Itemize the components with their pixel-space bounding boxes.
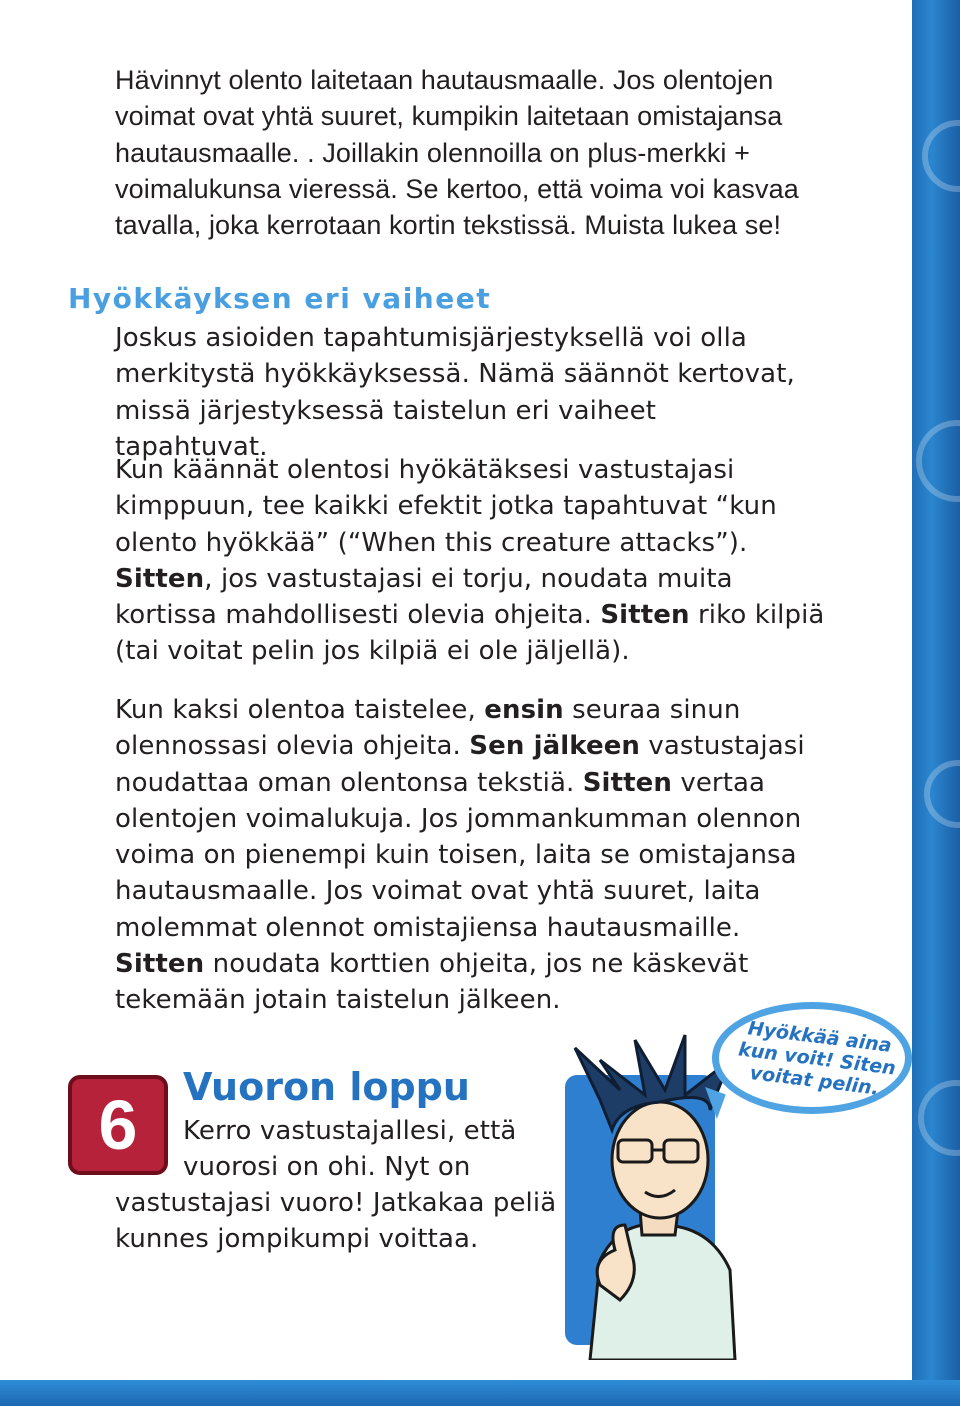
bold-keyword: Sitten	[582, 767, 672, 798]
speech-bubble-text: Hyökkää aina kun voit! Siten voitat pelin.	[737, 1017, 897, 1100]
step-text-line: kunnes jompikumpi voittaa.	[115, 1224, 479, 1254]
text-run: seuraa sinun olennossasi olevia ohjeita.	[115, 695, 741, 762]
frame-swirl	[922, 120, 960, 192]
step-text-line: vastustajasi vuoro! Jatkakaa peliä	[115, 1188, 557, 1218]
text-run: riko kilpiä (tai voitat pelin jos kilpiä ei ole jäljellä).	[115, 600, 825, 667]
bold-keyword: Sen jälkeen	[469, 731, 641, 762]
section-heading: Hyökkäyksen eri vaiheet	[68, 282, 492, 315]
step-title: Vuoron loppu	[183, 1065, 470, 1109]
step-text-line: Kerro vastustajallesi, että	[183, 1116, 517, 1146]
attack-paragraph	[115, 452, 830, 670]
step-number: 6	[98, 1086, 138, 1164]
bold-keyword: Sitten	[115, 563, 205, 594]
text-run: noudata korttien ohjeita, jos ne käskevät tekemään jotain taistelun jälkeen.	[115, 949, 749, 1016]
bold-keyword: Sitten	[115, 949, 205, 980]
section-intro: Joskus asioiden tapahtumisjärjestyksellä voi olla merkitystä hyökkäyksessä. Nämä säännöt kertovat, missä järjestyksessä taistelun eri vaiheet tapahtuvat.	[115, 323, 795, 462]
decorative-frame-right	[912, 0, 960, 1406]
bold-keyword: Sitten	[600, 600, 690, 631]
text-run: , jos vastustajasi ei torju, noudata muita kortissa mahdollisesti olevia ohjeita.	[115, 563, 733, 631]
character-face	[612, 1102, 708, 1218]
step-badge	[68, 1075, 168, 1175]
text-run: Kun kaksi olentoa taistelee,	[115, 695, 485, 725]
text-run: vertaa olentojen voimalukuja. Jos jommankumman olennon voima on pienempi kuin toisen, laita se omistajansa hautausmaalle. Jos voimat ovat yhtä suuret, laita molemmat olennot omistajiensa hautausmaille.	[115, 767, 802, 943]
frame-swirl	[924, 760, 960, 828]
paragraph-losing-creature: Hävinnyt olento laitetaan hautausmaalle. Jos olentojen voimat ovat yhtä suuret, kumpikin laitetaan omistajansa hautausmaalle. . Joillakin olennoilla on plus-merkki + voimalukunsa vieressä. Se kertoo, että voima voi kasvaa tavalla, joka kerrotaan kortin tekstissä. Muista lukea se!	[115, 65, 799, 241]
text-run: vastustajasi noudattaa oman olentonsa tekstiä.	[115, 731, 805, 798]
text-run: Kun käännät olentosi hyökätäksesi vastustajasi kimppuun, tee kaikki efektit jotka tapahtuvat “kun olento hyökkää” (“When this creature attacks”).	[115, 455, 777, 558]
bold-keyword: ensin	[484, 695, 564, 725]
decorative-frame-bottom	[0, 1380, 960, 1406]
page-number: 11	[859, 1340, 892, 1382]
step-text-line: vuorosi on ohi. Nyt on	[183, 1152, 471, 1182]
frame-swirl	[916, 420, 960, 502]
battle-paragraph	[115, 692, 830, 1019]
frame-swirl	[918, 1080, 960, 1156]
